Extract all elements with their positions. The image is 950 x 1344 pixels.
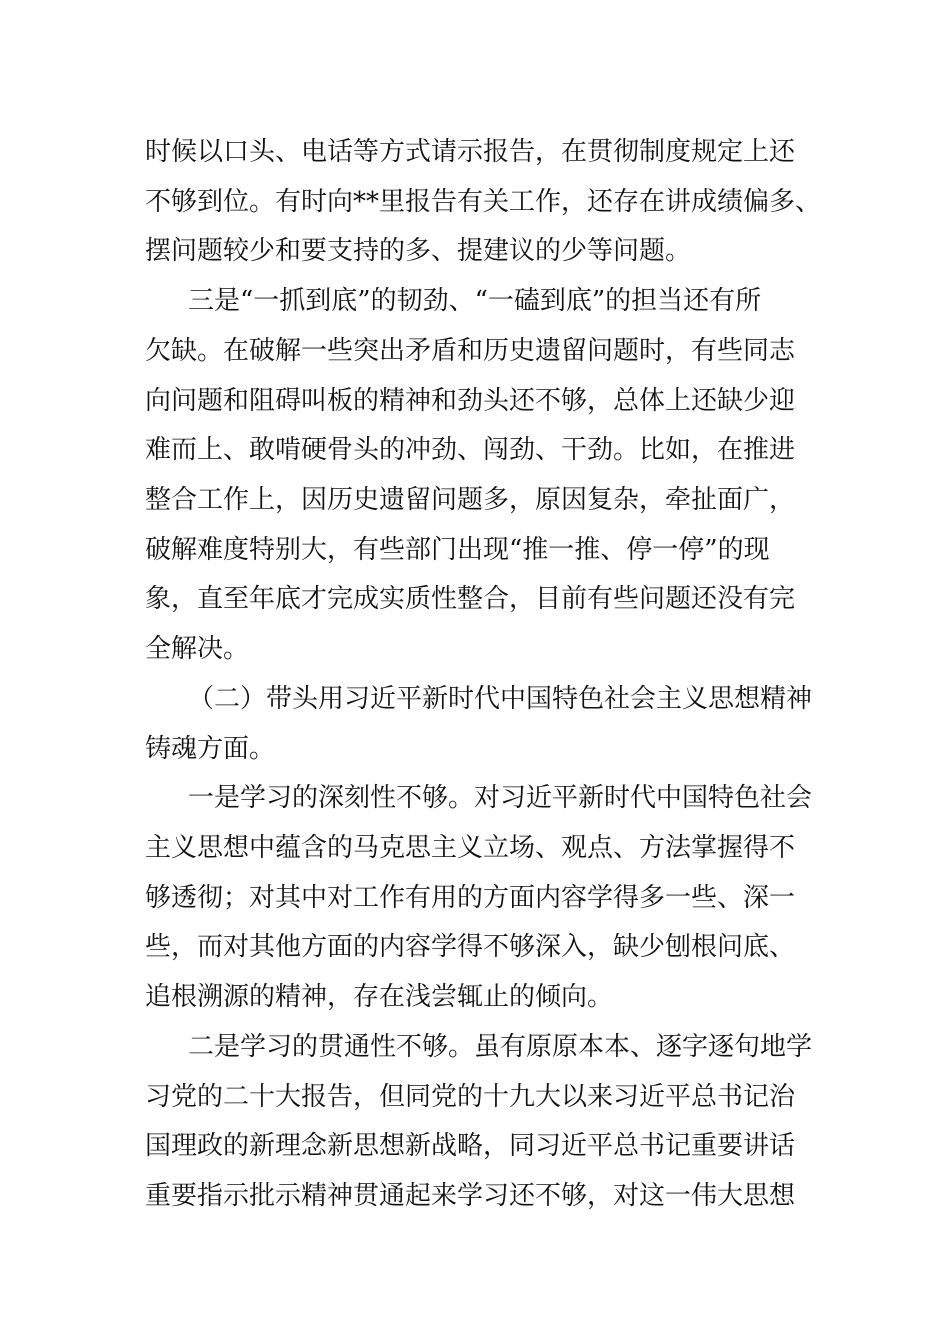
- text-line: 破解难度特别大，有些部门出现“推一推、停一停”的现: [145, 535, 770, 565]
- section-heading-line: （二）带头用习近平新时代中国特色社会主义思想精神: [188, 684, 813, 714]
- text-line: 象，直至年底才完成实质性整合，目前有些问题还没有完: [145, 584, 796, 614]
- text-line: 够透彻；对其中对工作有用的方面内容学得多一些、深一: [145, 883, 796, 913]
- text-line: 欠缺。在破解一些突出矛盾和历史遗留问题时，有些同志: [145, 336, 796, 366]
- text-line: 些，而对其他方面的内容学得不够深入，缺少刨根问底、: [145, 932, 796, 962]
- text-line: 重要指示批示精神贯通起来学习还不够，对这一伟大思想: [145, 1181, 796, 1211]
- text-line: 国理政的新理念新思想新战略，同习近平总书记重要讲话: [145, 1131, 796, 1161]
- text-line: 习党的二十大报告，但同党的十九大以来习近平总书记治: [145, 1082, 796, 1112]
- text-line: 向问题和阻碍叫板的精神和劲头还不够，总体上还缺少迎: [145, 386, 796, 416]
- text-line: 摆问题较少和要支持的多、提建议的少等问题。: [145, 236, 692, 266]
- text-line: 主义思想中蕴含的马克思主义立场、观点、方法掌握得不: [145, 833, 796, 863]
- text-line: 难而上、敢啃硬骨头的冲劲、闯劲、干劲。比如，在推进: [145, 435, 796, 465]
- text-line: 不够到位。有时向**里报告有关工作，还存在讲成绩偏多、: [145, 187, 822, 217]
- section-heading-line: 铸魂方面。: [145, 734, 276, 764]
- text-line: 全解决。: [145, 634, 250, 664]
- paragraph-start-line: 一是学习的深刻性不够。对习近平新时代中国特色社会: [188, 783, 813, 813]
- text-line: 整合工作上，因历史遗留问题多，原因复杂，牵扯面广，: [145, 485, 796, 515]
- paragraph-start-line: 三是“一抓到底”的韧劲、“一磕到底”的担当还有所: [188, 286, 762, 316]
- paragraph-start-line: 二是学习的贯通性不够。虽有原原本本、逐字逐句地学: [188, 1032, 813, 1062]
- text-line: 时候以口头、电话等方式请示报告，在贯彻制度规定上还: [145, 137, 796, 167]
- text-line: 追根溯源的精神，存在浅尝辄止的倾向。: [145, 982, 614, 1012]
